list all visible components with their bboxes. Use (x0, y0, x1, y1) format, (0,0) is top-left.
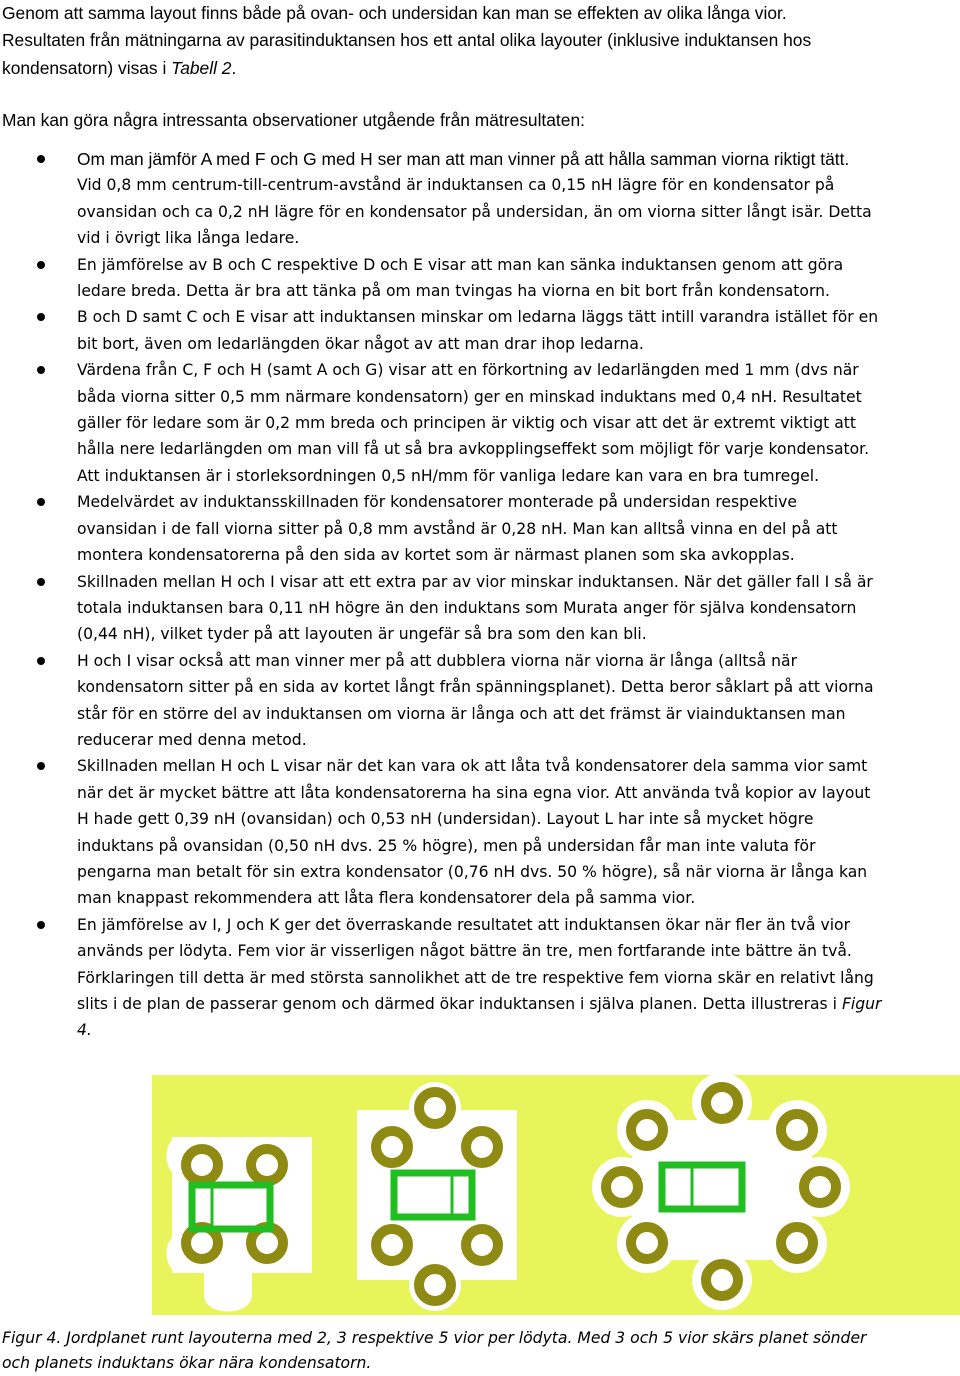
list-item: Vid 0,8 mm centrum-till-centrum-avstånd är induktansen ca 0,15 nH lägre för en kondensator på ovansidan och ca 0,2 nH lägre för en kondensator på undersidan, än om viorna sitter långt isär. Detta vid i övrigt lika långa ledare. (77, 176, 872, 248)
bullet-dot (37, 155, 45, 163)
list-item: Skillnaden mellan H och L visar när det kan vara ok att låta två kondensatorer dela samma vior samt när det är mycket bättre att låta kondensatorerna ha sina egna vior. Att använda två kopior av layout H hade gett 0,39 nH (ovansidan) och 0,53 nH (undersidan). Layout L har inte så mycket högre induktans på ovansidan (0,50 nH dvs. 25 % högre), men på undersidan får man inte valuta för pengarna man betalt för sin extra kondensator (0,76 nH dvs. 50 % högre), så när viorna är långa kan man knappast rekommendera att låta flera kondensatorer dela på samma vior. (0, 753, 960, 911)
list-item: Om man jämför A med F och G med H ser man att man vinner på att hålla samman viorna riktigt tätt. (0, 146, 960, 172)
bullet-dot (37, 261, 45, 269)
list-item: Värdena från C, F och H (samt A och G) visar att en förkortning av ledarlängden med 1 mm (dvs när båda viorna sitter 0,5 mm närmare kondensatorn) ger en minskad induktans med 0,4 nH. Resultatet gäller för ledare som är 0,2 mm breda och principen är viktig och visar att det är extremt viktigt att hålla nere ledarlängden om man vill få ut så bra avkopplingseffekt som möjligt för varje kondensator. Att induktansen är i storleksordningen 0,5 nH/mm för vanliga ledare kan vara en bra tumregel. (0, 357, 960, 489)
list-item: Medelvärdet av induktansskillnaden för kondensatorer monterade på undersidan respektive ovansidan i de fall viorna sitter på 0,8 mm avstånd är 0,28 nH. Man kan alltså vinna en del på att montera kondensatorerna på den sida av kortet som är närmast planen som ska avkopplas. (0, 489, 960, 568)
intro-line-2: Resultaten från mätningarna av parasitinduktansen hos ett antal olika layouter (inklusive induktansen hos (2, 30, 812, 50)
intro-line-4: Man kan göra några intressanta observationer utgående från mätresultaten: (2, 110, 585, 130)
list-item: Skillnaden mellan H och I visar att ett extra par av vior minskar induktansen. När det gäller fall I så är totala induktansen bara 0,11 nH högre än den induktans som Murata anger för själva kondensatorn (0,44 nH), vilket tyder på att layouten är ungefär så bra som den kan bli. (0, 569, 960, 648)
bullet-dot (37, 762, 45, 770)
bullet-dot (37, 313, 45, 321)
bullet-dot (37, 578, 45, 586)
list-item: H och I visar också att man vinner mer på att dubblera viorna när viorna är långa (alltså när kondensatorn sitter på en sida av kortet långt från spänningsplanet). Detta beror såklart på att viorna står för en större del av induktansen om viorna är långa och att det främst är viainduktansen man reducerar med denna metod. (0, 648, 960, 754)
figure-caption: Figur 4. Jordplanet runt layouterna med 2, 3 respektive 5 vior per lödyta. Med 3 och 5 vior skärs planet sönder och planets induktans ökar nära kondensatorn. (2, 1329, 867, 1372)
bullet-dot (37, 921, 45, 929)
observations-list (0, 146, 960, 1044)
list-item: En jämförelse av I, J och K ger det överraskande resultatet att induktansen ökar när fler än två vior används per lödyta. Fem vior är visserligen något bättre än tre, men fortfarande inte bättre än två. Förklaringen till detta är med största sannolikhet att de tre respektive fem viorna skär en relativt lång slits i de plan de passerar genom och därmed ökar induktansen i själva planen. Detta illustreras i Figur 4. (0, 912, 960, 1044)
bullet-dot (37, 498, 45, 506)
figure-reference: Figur (841, 995, 882, 1013)
layout-three-vias (357, 1082, 517, 1311)
bullet-dot (37, 366, 45, 374)
list-item: En jämförelse av B och C respektive D och E visar att man kan sänka induktansen genom att göra ledare breda. Detta är bra att tänka på om man tvingas ha viorna en bit bort från kondensatorn. (0, 252, 960, 305)
intro-line-3: kondensatorn) visas i Tabell 2. (2, 58, 237, 78)
list-item: B och D samt C och E visar att induktansen minskar om ledarna läggs tätt intill varandra istället för en bit bort, även om ledarlängden ökar något av att man drar ihop ledarna. (0, 304, 960, 357)
ground-plane-figure (152, 1075, 960, 1315)
table-reference: Tabell 2 (171, 58, 232, 78)
intro-line-1: Genom att samma layout finns både på ovan- och undersidan kan man se effekten av olika långa vior. (2, 3, 787, 23)
bullet-dot (37, 657, 45, 665)
